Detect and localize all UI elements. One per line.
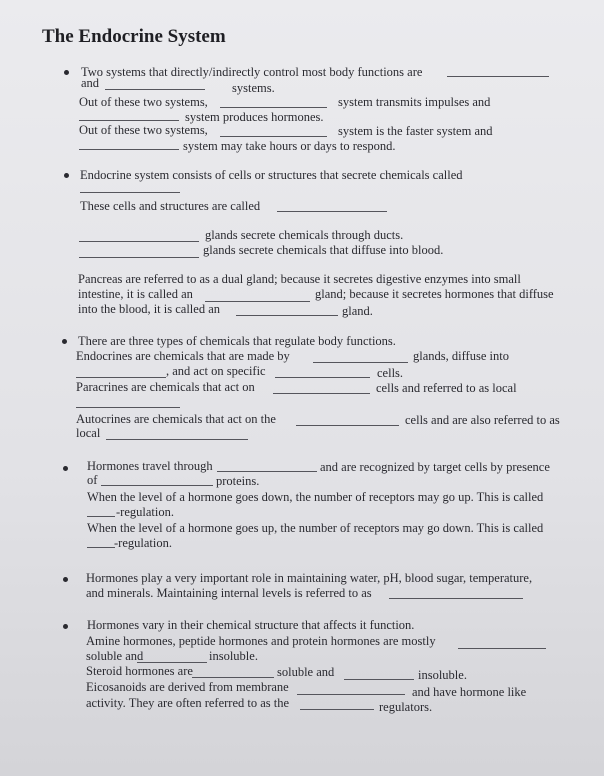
blank-3[interactable] — [220, 107, 327, 108]
s4-line3: When the level of a hormone goes down, the number of receptors may go up. This is called — [87, 490, 544, 504]
bullet-4 — [63, 466, 68, 471]
s1-line3b: system transmits impulses and — [338, 95, 491, 109]
blank-2[interactable] — [105, 89, 205, 90]
s1-line3a: Out of these two systems, — [79, 95, 208, 109]
s2-line3: glands secrete chemicals through ducts. — [205, 228, 404, 242]
blank-30[interactable] — [300, 709, 374, 710]
s3-line1: There are three types of chemicals that regulate body functions. — [78, 334, 396, 348]
bullet-5 — [63, 577, 68, 582]
blank-18[interactable] — [296, 425, 399, 426]
blank-22[interactable] — [87, 516, 115, 517]
s4-line5: When the level of a hormone goes up, the number of receptors may go down. This is called — [87, 521, 544, 535]
page-title: The Endocrine System — [42, 26, 226, 47]
blank-6[interactable] — [79, 149, 179, 150]
s4-line1b: and are recognized by target cells by presence — [320, 460, 550, 474]
s2-line2: These cells and structures are called — [80, 199, 261, 213]
s2-line1: Endocrine system consists of cells or structures that secrete chemicals called — [80, 168, 463, 182]
s3-line2b: glands, diffuse into — [413, 349, 509, 363]
blank-5[interactable] — [220, 136, 327, 137]
s1-line1: Two systems that directly/indirectly control most body functions are — [81, 65, 423, 79]
s6-line2: Amine hormones, peptide hormones and protein hormones are mostly — [86, 634, 436, 648]
blank-8[interactable] — [277, 211, 387, 212]
s2-line6b: gland; because it secretes hormones that diffuse — [315, 287, 554, 301]
s2-line6a: intestine, it is called an — [78, 287, 193, 301]
blank-27[interactable] — [192, 677, 274, 678]
s1-line5b: system is the faster system and — [338, 124, 493, 138]
s6-line3b: insoluble. — [209, 649, 258, 663]
s3-line4b: cells and referred to as local — [376, 381, 517, 395]
blank-26[interactable] — [137, 662, 207, 663]
blank-28[interactable] — [344, 679, 414, 680]
s1-line2-and: and — [81, 76, 100, 90]
blank-14[interactable] — [76, 377, 166, 378]
blank-1[interactable] — [447, 76, 549, 77]
blank-29[interactable] — [297, 694, 405, 695]
blank-25[interactable] — [458, 648, 546, 649]
s4-line1a: Hormones travel through — [87, 459, 213, 473]
s1-line2-systems: systems. — [232, 81, 275, 95]
s6-line1: Hormones vary in their chemical structure that affects it function. — [87, 618, 415, 632]
s6-line4b: soluble and — [277, 665, 335, 679]
s1-line4: system produces hormones. — [185, 110, 324, 124]
s6-line6a: activity. They are often referred to as the — [86, 696, 290, 710]
blank-7[interactable] — [80, 192, 180, 193]
s2-line5: Pancreas are referred to as a dual gland; because it secretes digestive enzymes into small — [78, 272, 521, 286]
s4-line6: -regulation. — [114, 536, 172, 550]
s6-line5a: Eicosanoids are derived from membrane — [86, 680, 289, 694]
s1-line6: system may take hours or days to respond. — [183, 139, 396, 153]
s6-line4c: insoluble. — [418, 668, 467, 682]
bullet-6 — [63, 624, 68, 629]
blank-4[interactable] — [79, 120, 179, 121]
blank-19[interactable] — [106, 439, 248, 440]
s2-line7a: into the blood, it is called an — [78, 302, 220, 316]
bullet-2 — [64, 173, 69, 178]
s2-line7b: gland. — [342, 304, 373, 318]
s4-line2b: proteins. — [216, 474, 260, 488]
blank-15[interactable] — [275, 377, 370, 378]
s6-line6b: regulators. — [379, 700, 433, 714]
bullet-1 — [64, 70, 69, 75]
s3-line3a: , and act on specific — [166, 364, 266, 378]
s6-line5b: and have hormone like — [412, 685, 527, 699]
s6-line3a: soluble and — [86, 649, 144, 663]
blank-20[interactable] — [217, 471, 317, 472]
s3-line5a: Autocrines are chemicals that act on the — [76, 412, 276, 426]
blank-13[interactable] — [313, 362, 408, 363]
blank-16[interactable] — [273, 393, 370, 394]
s3-line6: local — [76, 426, 101, 440]
s6-line4a: Steroid hormones are — [86, 664, 193, 678]
blank-9[interactable] — [79, 241, 199, 242]
s2-line4: glands secrete chemicals that diffuse into blood. — [203, 243, 444, 257]
s3-line4a: Paracrines are chemicals that act on — [76, 380, 255, 394]
blank-12[interactable] — [236, 315, 338, 316]
blank-10[interactable] — [79, 257, 199, 258]
blank-11[interactable] — [205, 301, 310, 302]
s5-line2: and minerals. Maintaining internal levels is referred to as — [86, 586, 372, 600]
blank-23[interactable] — [87, 547, 115, 548]
s4-line2a: of — [87, 473, 98, 487]
blank-17[interactable] — [76, 407, 180, 408]
s3-line2a: Endocrines are chemicals that are made by — [76, 349, 290, 363]
bullet-3 — [62, 339, 67, 344]
s1-line5a: Out of these two systems, — [79, 123, 208, 137]
s3-line5b: cells and are also referred to as — [405, 413, 560, 427]
s3-line3b: cells. — [377, 366, 404, 380]
s4-line4: -regulation. — [116, 505, 174, 519]
blank-24[interactable] — [389, 598, 523, 599]
blank-21[interactable] — [101, 485, 213, 486]
s5-line1: Hormones play a very important role in maintaining water, pH, blood sugar, temperature, — [86, 571, 533, 585]
